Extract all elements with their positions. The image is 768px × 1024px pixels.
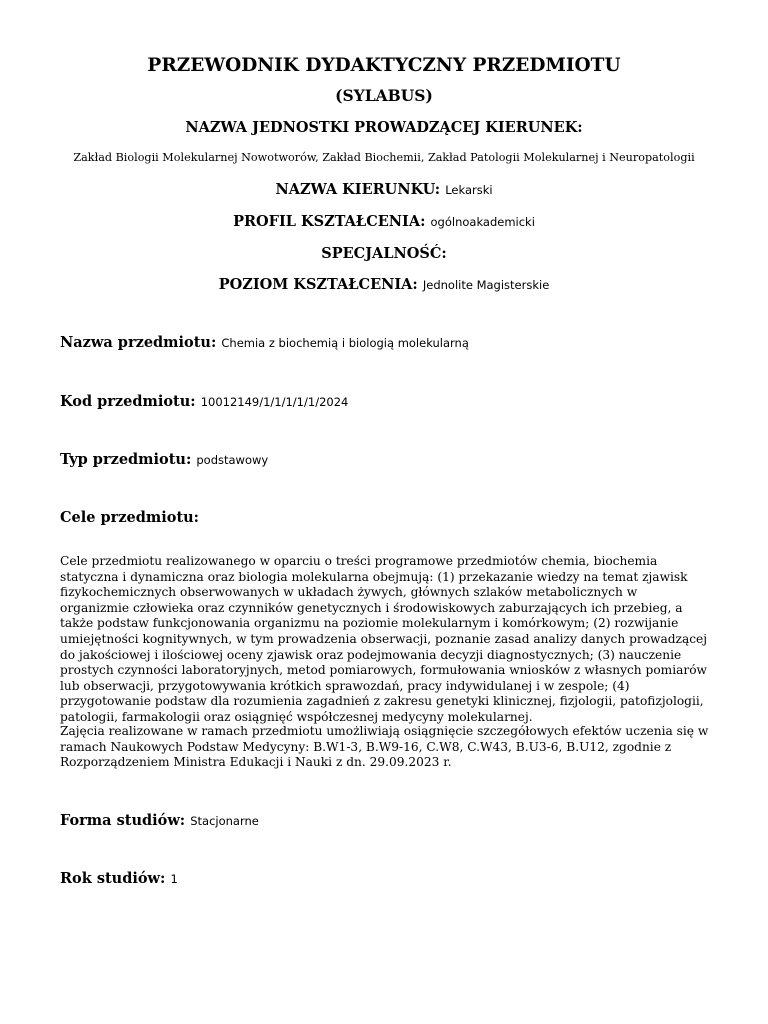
profil-row	[0, 213, 768, 230]
kierunek-value: Lekarski	[445, 183, 493, 197]
poziom-label: POZIOM KSZTAŁCENIA:	[218, 276, 418, 293]
profil-label: PROFIL KSZTAŁCENIA:	[233, 213, 426, 230]
kod-przedmiotu-label: Kod przedmiotu:	[60, 393, 196, 410]
forma-studiow-row	[60, 812, 259, 829]
typ-przedmiotu-row	[60, 451, 268, 468]
cele-paragraph-2: Zajęcia realizowane w ramach przedmiotu umożliwiają osiągnięcie szczegółowych efektów uczenia się w ramach Naukowych Podstaw Medycyny: B.W1-3, B.W9-16, C.W8, C.W43, B.U3-6, B.U12, zgodnie z Rozporządzeniem Ministra Edukacji i Nauki z dn. 29.09.2023 r.	[60, 724, 709, 770]
forma-studiow-label: Forma studiów:	[60, 812, 186, 829]
typ-przedmiotu-value: podstawowy	[196, 453, 269, 467]
kierunek-label: NAZWA KIERUNKU:	[275, 181, 441, 198]
poziom-value: Jednolite Magisterskie	[422, 278, 550, 292]
cele-przedmiotu-label: Cele przedmiotu:	[60, 509, 200, 526]
nazwa-przedmiotu-row	[60, 334, 469, 351]
kod-przedmiotu-row	[60, 393, 348, 410]
specjalnosc-row	[0, 245, 768, 262]
unit-value: Zakład Biologii Molekularnej Nowotworów, Zakład Biochemii, Zakład Patologii Molekularnej i Neuropatologii	[73, 151, 695, 164]
document-title: PRZEWODNIK DYDAKTYCZNY PRZEDMIOTU	[147, 55, 621, 76]
specjalnosc-label: SPECJALNOŚĆ:	[321, 245, 447, 262]
unit-label: NAZWA JEDNOSTKI PROWADZĄCEJ KIERUNEK:	[185, 119, 583, 136]
cele-paragraph-1: Cele przedmiotu realizowanego w oparciu o treści programowe przedmiotów chemia, biochemia statyczna i dynamiczna oraz biologia molekularna obejmują: (1) przekazanie wiedzy na temat zjawisk fizykochemicznych obserwowanych w układach żywych, głównych szlaków metabolicznych w organizmie człowieka oraz czynników genetycznych i środowiskowych zaburzających ich przebieg, a także podstaw funkcjonowania organizmu na poziomie molekularnym i komórkowym; (2) rozwijanie umiejętności kognitywnych, w tym prowadzenia obserwacji, poznanie zasad analizy danych prowadzącej do jakościowej i ilościowej oceny zjawisk oraz podejmowania decyzji diagnostycznych; (3) nauczenie prostych czynności laboratoryjnych, metod pomiarowych, formułowania wniosków z własnych pomiarów lub obserwacji, przygotowywania krótkich sprawozdań, pracy indywidulanej i w zespole; (4) przygotowanie podstaw dla rozumienia zagadnień z zakresu genetyki klinicznej, fizjologii, patofizjologii, patologii, farmakologii oraz osiągnięć współczesnej medycyny molekularnej.	[60, 554, 708, 724]
nazwa-przedmiotu-value: Chemia z biochemią i biologią molekularną	[221, 336, 469, 350]
profil-value: ogólnoakademicki	[430, 215, 535, 229]
kierunek-row	[0, 181, 768, 198]
poziom-row	[0, 276, 768, 293]
nazwa-przedmiotu-label: Nazwa przedmiotu:	[60, 334, 217, 351]
forma-studiow-value: Stacjonarne	[190, 814, 259, 828]
typ-przedmiotu-label: Typ przedmiotu:	[60, 451, 192, 468]
rok-studiow-row	[60, 870, 178, 887]
rok-studiow-value: 1	[170, 872, 178, 886]
cele-przedmiotu-heading	[60, 509, 199, 526]
kod-przedmiotu-value: 10012149/1/1/1/1/1/2024	[200, 395, 349, 409]
rok-studiow-label: Rok studiów:	[60, 870, 166, 887]
document-subtitle: (SYLABUS)	[335, 86, 433, 105]
